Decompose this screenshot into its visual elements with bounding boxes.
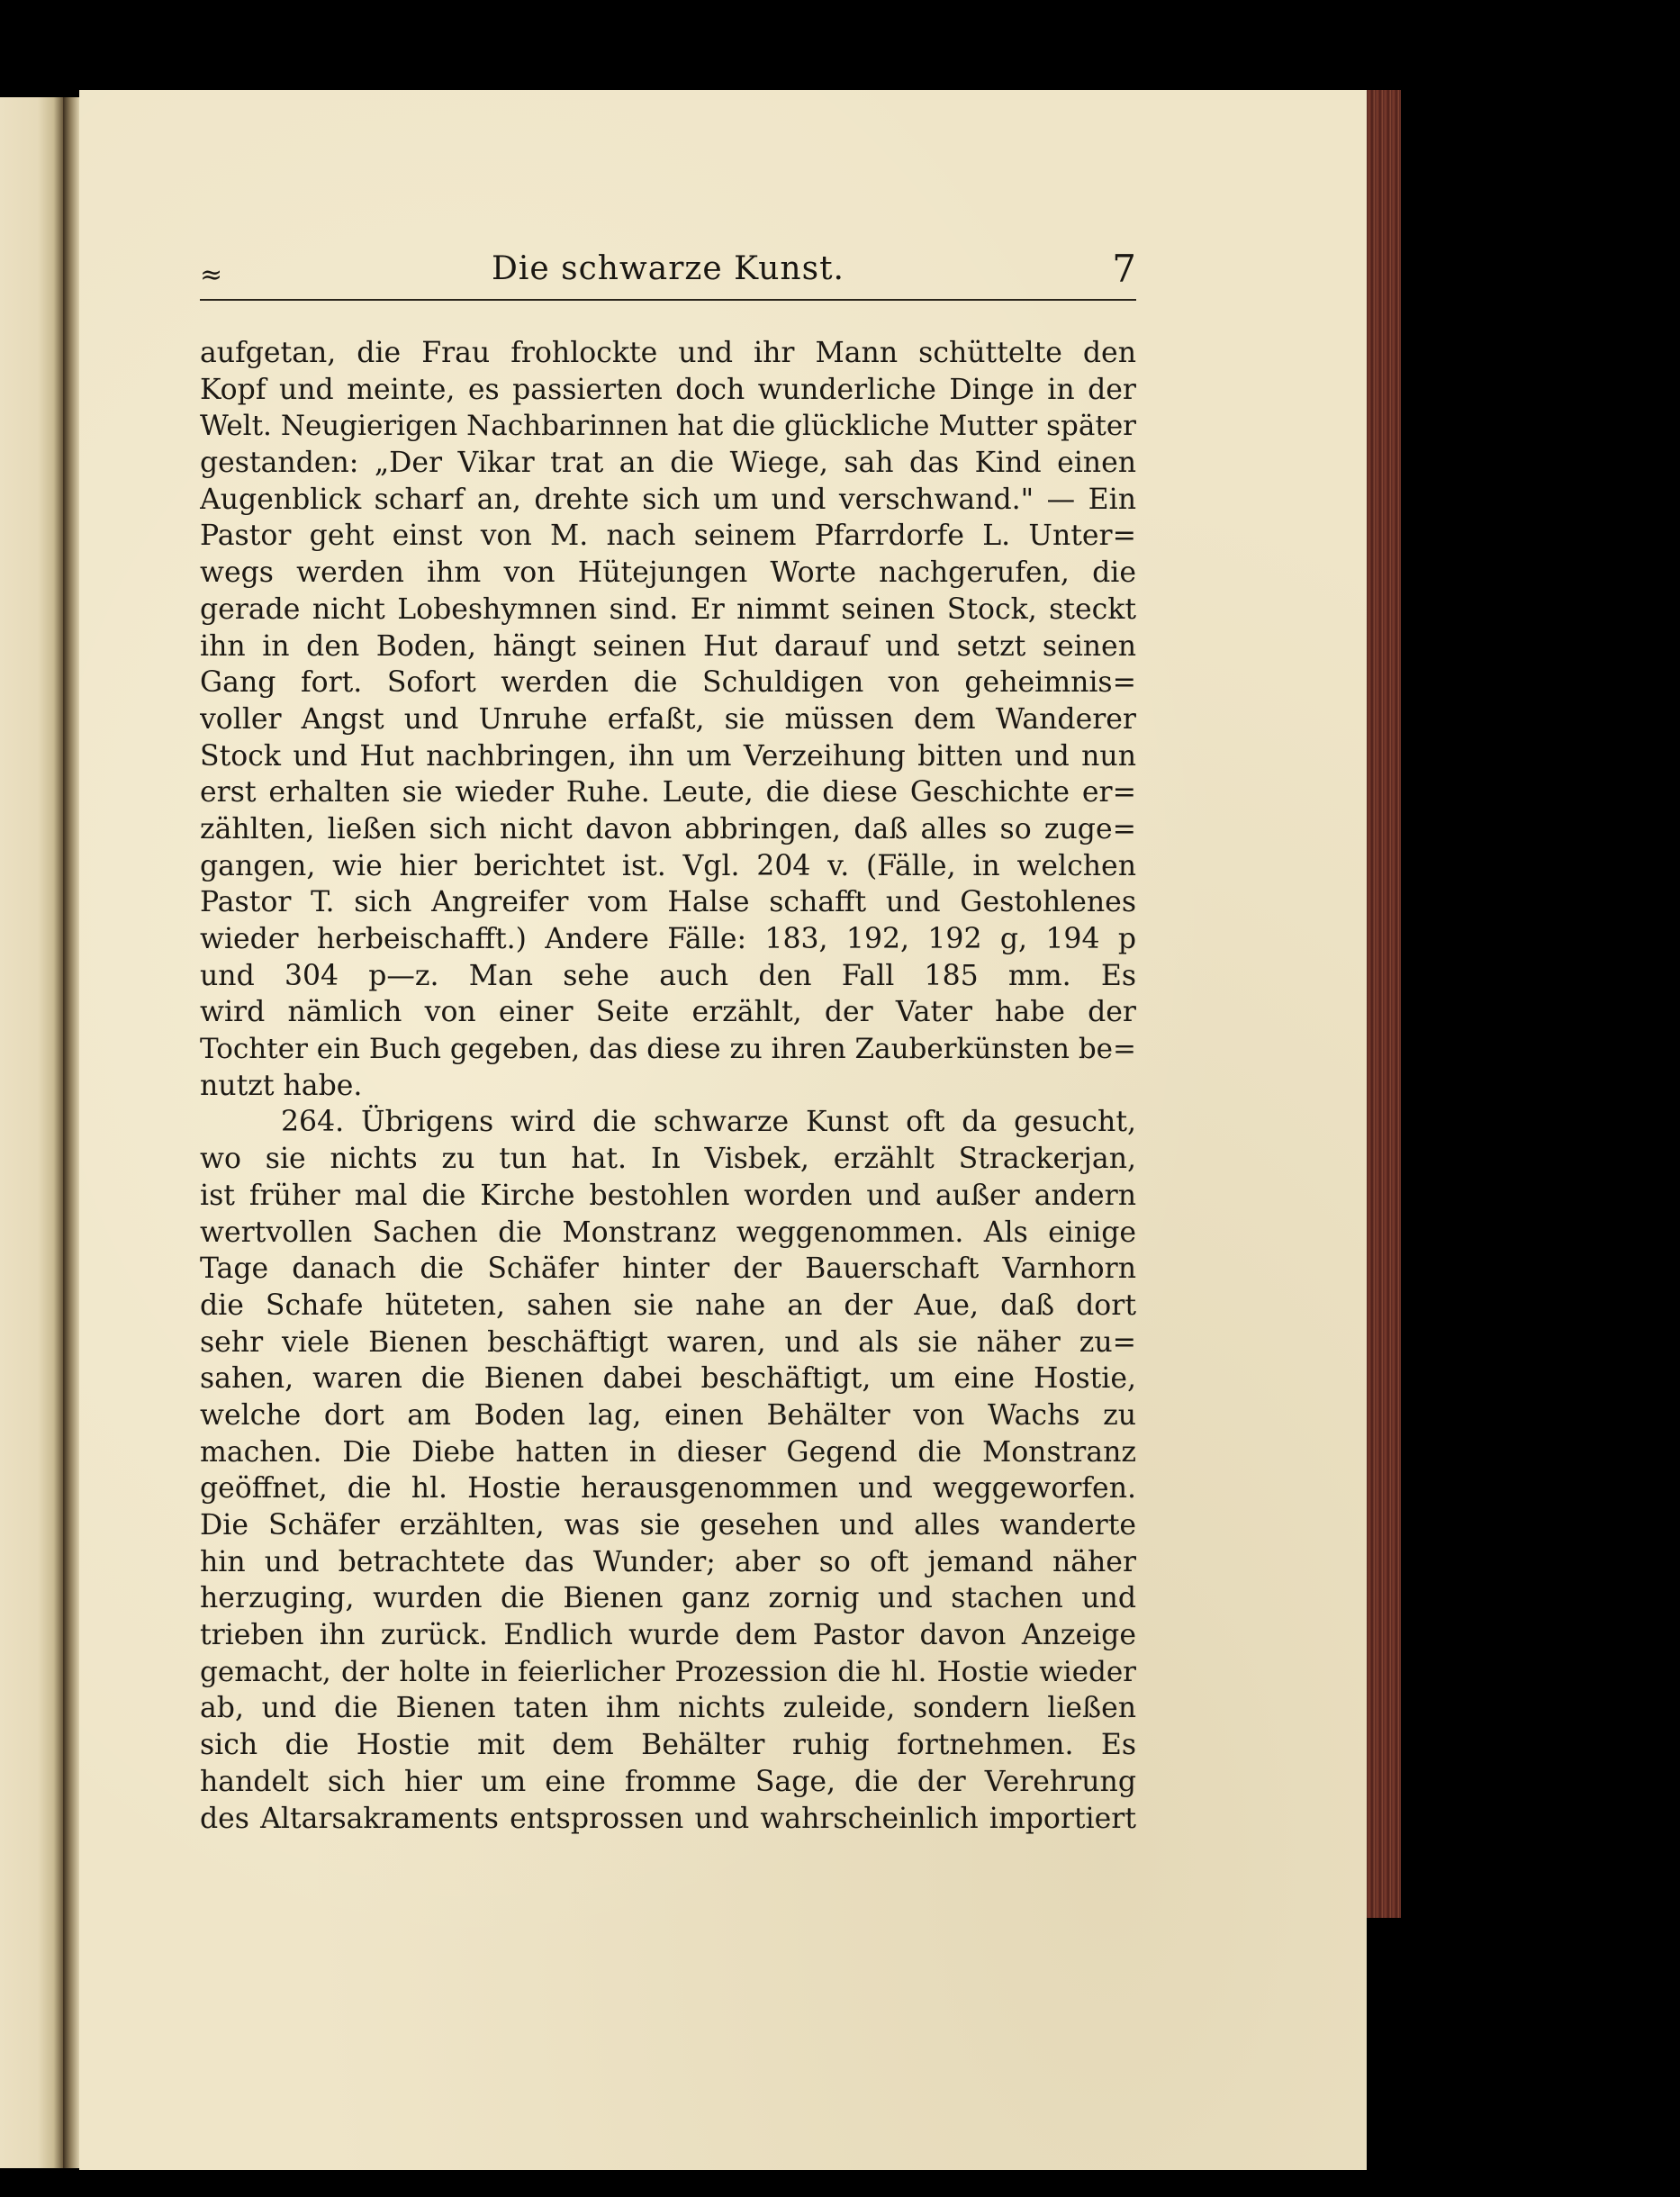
text-line: erst erhalten sie wieder Ruhe. Leute, die diese Geschichte er= xyxy=(200,776,1136,809)
text-line: gestanden: „Der Vikar trat an die Wiege, sah das Kind einen xyxy=(200,447,1136,480)
text-line: Pastor geht einst von M. nach seinem Pfarrdorfe L. Unter= xyxy=(200,520,1136,553)
text-line: ihn in den Boden, hängt seinen Hut darauf und setzt seinen xyxy=(200,629,1136,663)
text-line: Stock und Hut nachbringen, ihn um Verzeihung bitten und nun xyxy=(200,739,1136,773)
left-page-edge xyxy=(0,97,63,2168)
text-line: ab, und die Bienen taten ihm nichts zuleide, sondern ließen xyxy=(200,1692,1136,1725)
book-cover-edge xyxy=(1367,90,1401,1918)
text-line: gemacht, der holte in feierlicher Prozession die hl. Hostie wieder xyxy=(200,1655,1136,1688)
text-line: machen. Die Diebe hatten in dieser Gegend die Monstranz xyxy=(200,1435,1136,1469)
paragraph-end-line: nutzt habe. xyxy=(200,1069,363,1102)
text-line: Augenblick scharf an, drehte sich um und verschwand." — Ein xyxy=(200,483,1136,516)
text-line: wo sie nichts zu tun hat. In Visbek, erzählt Strackerjan, xyxy=(200,1143,1136,1176)
text-line: wegs werden ihm von Hütejungen Worte nachgerufen, die xyxy=(200,556,1136,590)
text-line: Pastor T. sich Angreifer vom Halse schafft und Gestohlenes xyxy=(200,886,1136,919)
text-line: gangen, wie hier berichtet ist. Vgl. 204 v. (Fälle, in welchen xyxy=(200,849,1136,882)
text-line: des Altarsakraments entsprossen und wahrscheinlich importiert xyxy=(200,1802,1136,1835)
page-header xyxy=(200,243,1136,297)
text-line: ist früher mal die Kirche bestohlen worden und außer andern xyxy=(200,1179,1136,1212)
text-line: Welt. Neugierigen Nachbarinnen hat die glückliche Mutter später xyxy=(200,410,1136,443)
text-line: handelt sich hier um eine fromme Sage, die der Verehrung xyxy=(200,1765,1136,1798)
text-line: wird nämlich von einer Seite erzählt, der Vater habe der xyxy=(200,996,1136,1029)
text-line: welche dort am Boden lag, einen Behälter von Wachs zu xyxy=(200,1398,1136,1432)
text-line: wertvollen Sachen die Monstranz weggenommen. Als einige xyxy=(200,1216,1136,1249)
text-line: hin und betrachtete das Wunder; aber so oft jemand näher xyxy=(200,1545,1136,1578)
text-line: Kopf und meinte, es passierten doch wunderliche Dinge in der xyxy=(200,373,1136,406)
text-line: Die Schäfer erzählten, was sie gesehen und alles wanderte xyxy=(200,1509,1136,1542)
text-line: aufgetan, die Frau frohlockte und ihr Mann schüttelte den xyxy=(200,337,1136,369)
running-title: Die schwarze Kunst. xyxy=(491,250,845,287)
text-line: und 304 p—z. Man sehe auch den Fall 185 mm. Es xyxy=(200,959,1136,992)
page-number: 7 xyxy=(1112,247,1136,291)
text-line: sich die Hostie mit dem Behälter ruhig fortnehmen. Es xyxy=(200,1729,1136,1762)
text-line: herzuging, wurden die Bienen ganz zornig und stachen und xyxy=(200,1582,1136,1615)
text-line: trieben ihn zurück. Endlich wurde dem Pastor davon Anzeige xyxy=(200,1619,1136,1652)
header-rule xyxy=(200,299,1136,301)
book-gutter xyxy=(63,97,79,2168)
text-line: sahen, waren die Bienen dabei beschäftigt, um eine Hostie, xyxy=(200,1362,1136,1396)
text-line: sehr viele Bienen beschäftigt waren, und als sie näher zu= xyxy=(200,1325,1136,1359)
text-line: Tage danach die Schäfer hinter der Bauerschaft Varnhorn xyxy=(200,1252,1136,1286)
text-line: Tochter ein Buch gegeben, das diese zu ihren Zauberkünsten be= xyxy=(200,1033,1136,1066)
text-line: wieder herbeischafft.) Andere Fälle: 183, 192, 192 g, 194 p xyxy=(200,923,1136,955)
text-line: geöffnet, die hl. Hostie herausgenommen und weggeworfen. xyxy=(200,1472,1136,1505)
text-line: die Schafe hüteten, sahen sie nahe an der Aue, daß dort xyxy=(200,1288,1136,1322)
paragraph-264-first-line: 264. Übrigens wird die schwarze Kunst oft da gesucht, xyxy=(281,1106,1136,1139)
text-line: Gang fort. Sofort werden die Schuldigen von geheimnis= xyxy=(200,666,1136,700)
text-line: zählten, ließen sich nicht davon abbringen, daß alles so zuge= xyxy=(200,812,1136,845)
body-text xyxy=(200,335,1136,1837)
text-line: gerade nicht Lobeshymnen sind. Er nimmt seinen Stock, steckt xyxy=(200,592,1136,626)
header-ornament: ≈ xyxy=(200,259,223,291)
text-line: voller Angst und Unruhe erfaßt, sie müssen dem Wanderer xyxy=(200,702,1136,736)
